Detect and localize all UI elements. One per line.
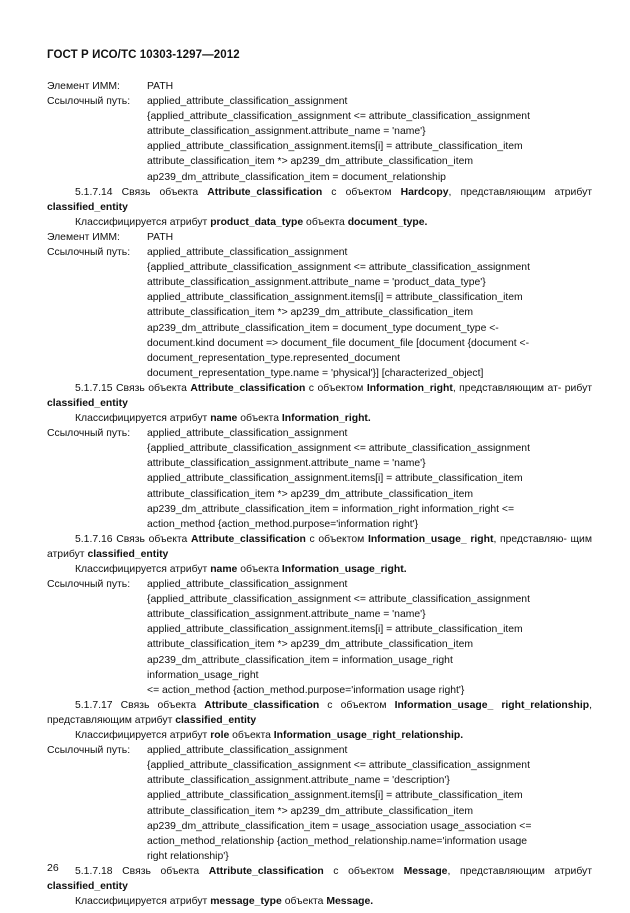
ref-line: {applied_attribute_classification_assignment <= attribute_classification_assignment (147, 760, 530, 772)
element-label: Элемент ИММ: (47, 231, 120, 243)
ref-line: attribute_classification_item *> ap239_dm_attribute_classification_item (147, 805, 474, 817)
ref-line: attribute_classification_assignment.attribute_name = 'name'} (147, 126, 426, 138)
ref-line: applied_attribute_classification_assignment.items[i] = attribute_classification_item (147, 292, 523, 304)
ref-line: applied_attribute_classification_assignment (147, 579, 348, 591)
ref-line: action_method {action_method.purpose='information right'} (147, 518, 419, 530)
ref-line: ap239_dm_attribute_classification_item = document_relationship (147, 171, 446, 183)
ref-path-label: Ссылочный путь: (47, 745, 131, 757)
ref-line: attribute_classification_item *> ap239_dm_attribute_classification_item (147, 488, 474, 500)
ref-line: {applied_attribute_classification_assignment <= attribute_classification_assignment (147, 443, 530, 455)
section-heading: 5.1.7.14 Связь объекта Attribute_classification с объектом Hardcopy, представляющим атрибут classified_entity (47, 186, 593, 213)
ref-line: attribute_classification_item *> ap239_dm_attribute_classification_item (147, 156, 474, 168)
ref-line: ap239_dm_attribute_classification_item = usage_association usage_association <= (147, 820, 532, 832)
element-value: PATH (147, 231, 174, 243)
ref-line: applied_attribute_classification_assignment (147, 96, 348, 108)
ref-line: document_representation_type.represented_document (147, 352, 401, 364)
ref-line: {applied_attribute_classification_assignment <= attribute_classification_assignment (147, 594, 530, 606)
ref-path-row (47, 577, 592, 698)
ref-path-row (47, 743, 592, 864)
page-content (47, 79, 592, 909)
ref-line: applied_attribute_classification_assignment.items[i] = attribute_classification_item (147, 141, 523, 153)
ref-path-label: Ссылочный путь: (47, 428, 131, 440)
ref-path-row (47, 426, 592, 532)
classification-line: Классифицируется атрибут name объекта Information_right. (75, 413, 371, 425)
ref-line: <= action_method {action_method.purpose='information usage right'} (147, 684, 465, 696)
element-label: Элемент ИММ: (47, 81, 120, 92)
page-header: ГОСТ Р ИСО/ТС 10303-1297—2012 (47, 49, 240, 61)
ref-line: document_representation_type.name = 'physical'}] [characterized_object] (147, 367, 484, 379)
ref-line: information_usage_right (147, 669, 259, 681)
classification-line: Классифицируется атрибут product_data_type объекта document_type. (75, 216, 428, 228)
ref-line: applied_attribute_classification_assignment (147, 745, 348, 757)
ref-path-row (47, 94, 592, 185)
ref-line: document.kind document => document_file document_file [document {document <- (147, 337, 530, 349)
ref-path-label: Ссылочный путь: (47, 247, 131, 259)
ref-line: attribute_classification_assignment.attribute_name = 'name'} (147, 609, 426, 621)
page-number: 26 (47, 862, 59, 874)
ref-line: attribute_classification_assignment.attribute_name = 'name'} (147, 458, 426, 470)
section-heading: 5.1.7.18 Связь объекта Attribute_classification с объектом Message, представляющим атрибут classified_entity (47, 865, 592, 892)
ref-line: ap239_dm_attribute_classification_item = document_type document_type <- (147, 322, 499, 334)
section-heading: 5.1.7.16 Связь объекта Attribute_classification с объектом Information_usage_ right, представляю- щим атрибут classified_entity (47, 533, 592, 560)
ref-path-label: Ссылочный путь: (47, 579, 131, 591)
ref-line: attribute_classification_item *> ap239_dm_attribute_classification_item (147, 307, 474, 319)
ref-path-value (147, 577, 592, 698)
ref-line: attribute_classification_item *> ap239_dm_attribute_classification_item (147, 639, 474, 651)
classification-line: Классифицируется атрибут name объекта Information_usage_right. (75, 564, 407, 575)
ref-line: applied_attribute_classification_assignment.items[i] = attribute_classification_item (147, 790, 523, 802)
ref-line: applied_attribute_classification_assignment.items[i] = attribute_classification_item (147, 624, 523, 636)
ref-line: attribute_classification_assignment.attribute_name = 'product_data_type'} (147, 277, 486, 289)
classification-line: Классифицируется атрибут message_type объекта Message. (75, 896, 374, 908)
element-row (47, 79, 592, 94)
ref-line: applied_attribute_classification_assignment (147, 247, 348, 259)
ref-path-value (147, 245, 592, 381)
ref-line: {applied_attribute_classification_assignment <= attribute_classification_assignment (147, 111, 530, 123)
ref-line: ap239_dm_attribute_classification_item = information_right information_right <= (147, 503, 515, 515)
element-row (47, 230, 592, 245)
ref-line: right relationship'} (147, 850, 229, 862)
classification-line: Классифицируется атрибут role объекта Information_usage_right_relationship. (75, 730, 464, 742)
ref-line: applied_attribute_classification_assignment (147, 428, 348, 440)
ref-line: action_method_relationship {action_method_relationship.name='information usage (147, 835, 528, 847)
ref-path-label: Ссылочный путь: (47, 96, 131, 108)
ref-path-value (147, 426, 592, 532)
section-heading: 5.1.7.17 Связь объекта Attribute_classification с объектом Information_usage_ right_relationship, представляющим атрибут classified_entity (47, 699, 593, 726)
ref-line: {applied_attribute_classification_assignment <= attribute_classification_assignment (147, 262, 530, 274)
ref-path-row (47, 245, 592, 381)
ref-path-value (147, 743, 592, 864)
ref-line: attribute_classification_assignment.attribute_name = 'description'} (147, 775, 450, 787)
ref-path-value (147, 94, 592, 185)
ref-line: applied_attribute_classification_assignment.items[i] = attribute_classification_item (147, 473, 523, 485)
ref-line: ap239_dm_attribute_classification_item = information_usage_right (147, 654, 453, 666)
section-heading: 5.1.7.15 Связь объекта Attribute_classification с объектом Information_right, представляющим ат- рибут classified_entity (47, 382, 593, 409)
element-value: PATH (147, 81, 174, 92)
